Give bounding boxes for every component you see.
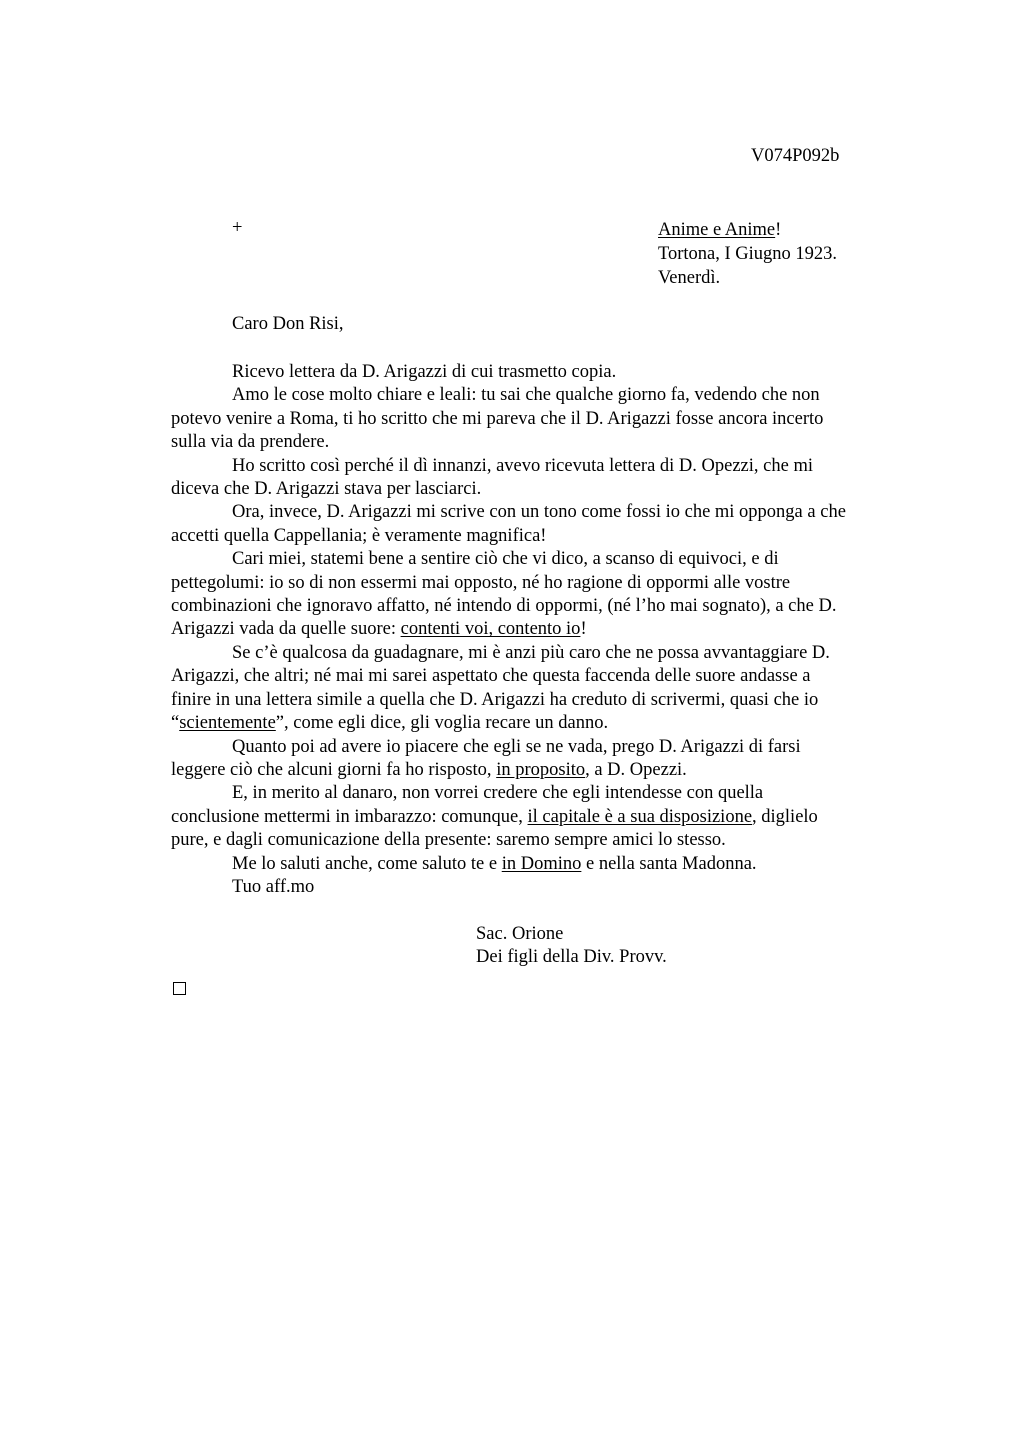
text-line: diceva che D. Arigazzi stava per lasciarci. — [171, 479, 482, 500]
text-fragment: Arigazzi vada da quelle suore: — [171, 619, 401, 640]
text-fragment: conclusione mettermi in imbarazzo: comunque, — [171, 806, 528, 827]
signature-block — [476, 923, 931, 970]
text-line: E, in merito al danaro, non vorrei credere che egli intendesse con quella — [232, 783, 764, 804]
paragraph — [171, 782, 931, 852]
paragraph — [171, 642, 931, 736]
text-line: Ricevo lettera da D. Arigazzi di cui trasmetto copia. — [232, 362, 617, 382]
text-line: Tuo aff.mo — [232, 876, 315, 897]
text-fragment: “ — [171, 713, 180, 734]
text-line: Se c’è qualcosa da guadagnare, mi è anzi più caro che ne possa avvantaggiare D. — [232, 642, 830, 663]
text-fragment: leggere ciò che alcuni giorni fa ho risposto, — [171, 759, 497, 780]
paragraph — [171, 501, 931, 548]
text-line: pure, e dagli comunicazione della presente: saremo sempre amici lo stesso. — [171, 830, 726, 851]
cross-mark: + — [232, 218, 243, 238]
text-fragment: Me lo saluti anche, come saluto te e — [232, 853, 502, 874]
underlined-phrase: il capitale è a sua disposizione — [527, 806, 753, 827]
text-fragment: , diglielo — [752, 806, 818, 827]
text-line: Quanto poi ad avere io piacere che egli se ne vada, prego D. Arigazzi di farsi — [232, 736, 801, 757]
text-line: Ora, invece, D. Arigazzi mi scrive con un tono come fossi io che mi opponga a che — [232, 502, 846, 523]
letter-header — [658, 218, 837, 291]
paragraph — [171, 384, 931, 454]
end-of-document-box-icon — [173, 982, 186, 995]
paragraph — [171, 455, 931, 502]
underlined-phrase: scientemente — [179, 713, 276, 734]
weekday: Venerdì. — [658, 268, 721, 289]
text-line: Amo le cose molto chiare e leali: tu sai che qualche giorno fa, vedendo che non — [232, 385, 820, 406]
paragraph — [171, 548, 931, 642]
underlined-phrase: contenti voi, contento io — [400, 619, 581, 640]
text-line: finire in una lettera simile a quella che D. Arigazzi ha creduto di scrivermi, quasi che io — [171, 689, 819, 710]
text-line: potevo venire a Roma, ti ho scritto che mi pareva che il D. Arigazzi fosse ancora incerto — [171, 408, 824, 429]
motto-line — [658, 218, 837, 242]
motto-suffix: ! — [775, 220, 782, 240]
motto-text: Anime e Anime — [658, 220, 776, 240]
salutation: Caro Don Risi, — [232, 314, 344, 334]
text-line: sulla via da prendere. — [171, 432, 330, 453]
text-line: accetti quella Cappellania; è veramente magnifica! — [171, 525, 547, 546]
text-line: pettegolumi: io so di non essermi mai opposto, né ho ragione di oppormi alle vostre — [171, 572, 791, 593]
letter-body — [171, 361, 931, 970]
text-fragment: e nella santa Madonna. — [581, 853, 757, 874]
paragraph — [171, 853, 931, 876]
text-line: Ho scritto così perché il dì innanzi, avevo ricevuta lettera di D. Opezzi, che mi — [232, 455, 813, 476]
underlined-phrase: in proposito — [496, 759, 586, 780]
signature-name: Sac. Orione — [476, 923, 564, 944]
document-code: V074P092b — [751, 146, 840, 166]
text-fragment: ”, come egli dice, gli voglia recare un danno. — [275, 713, 609, 734]
signature-title: Dei figli della Div. Provv. — [476, 947, 667, 968]
paragraph — [171, 736, 931, 783]
text-line: Arigazzi, che altri; né mai mi sarei aspettato che questa faccenda delle suore andasse a — [171, 666, 811, 687]
valediction — [171, 876, 931, 899]
text-line: Cari miei, statemi bene a sentire ciò che vi dico, a scanso di equivoci, e di — [232, 549, 779, 570]
place-date: Tortona, I Giugno 1923. — [658, 244, 838, 265]
text-fragment: , a D. Opezzi. — [585, 759, 687, 780]
text-fragment: ! — [580, 619, 587, 640]
underlined-phrase: in Domino — [501, 853, 582, 874]
text-line: combinazioni che ignoravo affatto, né intendo di oppormi, (né l’ho mai sognato), a che D. — [171, 596, 837, 617]
paragraph — [171, 361, 931, 384]
